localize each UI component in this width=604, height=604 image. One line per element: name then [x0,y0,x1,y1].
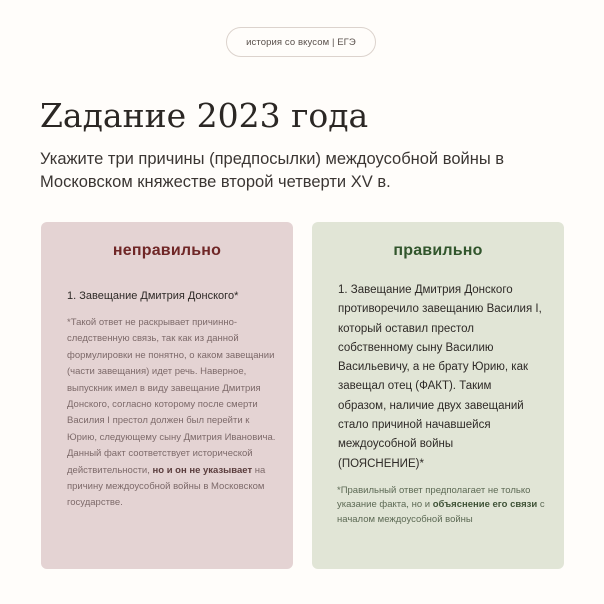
right-answer-text: 1. Завещание Дмитрия Донского противоречило завещанию Василия I, который оставил престол собственному сыну Василию Васильевичу, а не брату Юрию, как завещал отец (ФАКТ). Таким образом, наличие двух завещаний стало причиной начавшейся междоусобной войны (ПОЯСНЕНИЕ)* [338,284,542,470]
right-note-emphasis: объяснение его связи [432,499,538,511]
right-note-text: *Правильный ответ предполагает не только указание факта, но и [337,485,531,511]
right-answer-card [312,222,564,569]
wrong-answer-note [67,315,277,512]
right-note-ending: с началом междоусобной войны [337,499,545,525]
task-question: Укажите три причины (предпосылки) междоусобной войны в Московском княжестве второй четверти XV в. [40,150,505,191]
right-card-heading: правильно [393,242,483,259]
wrong-answer-card [41,222,293,569]
right-answer-note [337,484,546,527]
wrong-note-emphasis: но и он не указывает [152,464,253,476]
header-tag-text: история со вкусом | ЕГЭ [246,36,356,48]
wrong-answer-text: 1. Завещание Дмитрия Донского* [67,290,239,302]
wrong-note-ending: на причину междоусобной войны в Московском государстве. [67,464,266,509]
wrong-note-text: *Такой ответ не раскрывает причинно-следственную связь, так как из данной формулировки не понятно, о каком завещании (части завещания) идет речь. Наверное, выпускник имел в виду завещание Дмитрия Донского, согласно которому после смерти Василия I престол должен был перейти к Юрию, следующему сыну Дмитрия Ивановича. Данный факт соответствует исторической действительности, [67,317,276,476]
header-tag [226,27,376,57]
page-title: Zадание 2023 года [40,96,369,135]
wrong-card-heading: неправильно [112,242,222,259]
